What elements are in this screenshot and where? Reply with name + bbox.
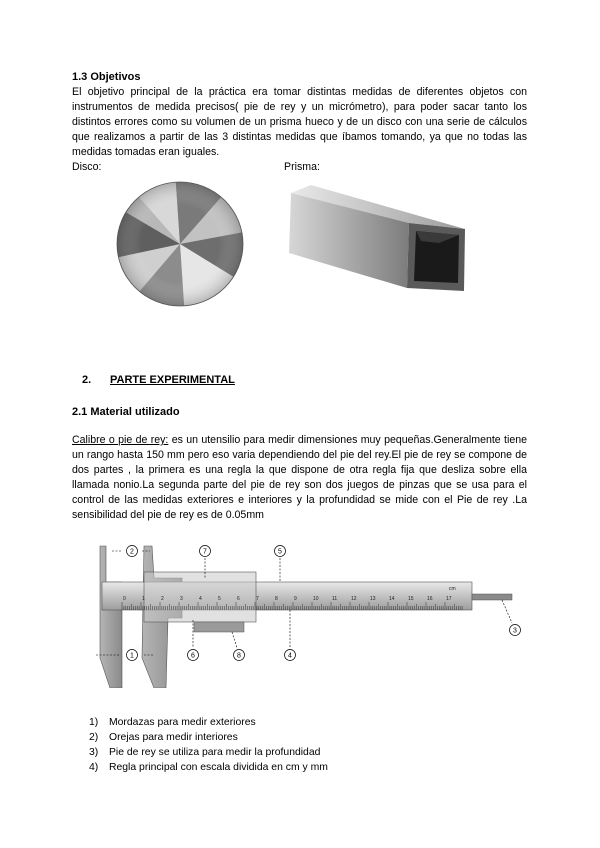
scale-number: 11 (332, 596, 338, 602)
callout-leader (232, 632, 237, 648)
calibre-description: es un utensilio para medir dimensiones muy pequeñas.Generalmente tiene un rango hasta 150 mm pero eso varia dependiendo del pie del rey.El pie de rey se compone de dos partes , la primera es una regla la que dispone de otra regla fija que desliza sobre ella llamada nonio.La segunda parte del pie de rey son dos juegos de pinzas que se usa para el control de las medidas exteriores e interiores y la profundidad se mide con el Pie de rey .La sensibilidad del pie de rey es de 0.05mm (72, 434, 527, 521)
list-item-number: 4) (89, 762, 99, 773)
prisma-image (289, 183, 469, 291)
thumb-screw (194, 622, 244, 632)
list-item (89, 715, 328, 730)
scale-number: 9 (294, 596, 297, 602)
scale-number: 4 (199, 596, 202, 602)
callout-label: 3 (513, 627, 517, 635)
callout-leader (502, 600, 512, 623)
callout-label: 6 (191, 652, 195, 660)
scale-number: 10 (313, 596, 319, 602)
scale-number: 15 (408, 596, 414, 602)
scale-number: 7 (256, 596, 259, 602)
scale-number: 13 (370, 596, 376, 602)
heading-objetivos: 1.3 Objetivos (72, 71, 141, 83)
callout-label: 7 (203, 548, 207, 556)
unit-label: cm (449, 586, 456, 592)
paragraph-objetivos: El objetivo principal de la práctica era tomar distintas medidas de diferentes objetos con instrumentos de medida precisos( pie de rey y un micrómetro), para poder sacar tanto los distintos errores como su volumen de un prisma hueco y de un disco con una serie de cálculos que realizamos a partir de las 3 distintas medidas que íbamos tomando, ya que no todas las medidas tomadas eran iguales. (72, 86, 527, 158)
list-item-number: 3) (89, 747, 99, 758)
scale-number: 3 (180, 596, 183, 602)
parts-list (89, 715, 328, 775)
scale-number: 6 (237, 596, 240, 602)
callout-label: 5 (278, 548, 282, 556)
scale-number: 8 (275, 596, 278, 602)
scale-number: 5 (218, 596, 221, 602)
term-calibre: Calibre o pie de rey: (72, 434, 169, 446)
scale-number: 0 (123, 596, 126, 602)
list-item-number: 1) (89, 717, 99, 728)
prisma-label: Prisma: (284, 161, 320, 173)
list-item (89, 730, 328, 745)
paragraph-calibre (72, 433, 527, 523)
scale-number: 16 (427, 596, 433, 602)
fixed-jaw (100, 546, 122, 688)
scale-number: 17 (446, 596, 452, 602)
list-item (89, 760, 328, 775)
disco-image (115, 180, 245, 308)
callout-label: 8 (237, 652, 241, 660)
list-item-text: Mordazas para medir exteriores (109, 717, 256, 728)
depth-rod (472, 594, 512, 600)
list-item-number: 2) (89, 732, 99, 743)
heading-parte-experimental: PARTE EXPERIMENTAL (110, 374, 235, 386)
list-item-text: Orejas para medir interiores (109, 732, 238, 743)
callout-label: 4 (288, 652, 292, 660)
scale-number: 2 (161, 596, 164, 602)
scale-number: 14 (389, 596, 395, 602)
disco-label: Disco: (72, 161, 102, 173)
list-item-text: Pie de rey se utiliza para medir la profundidad (109, 747, 321, 758)
scale-number: 1 (142, 596, 145, 602)
section-number: 2. (82, 374, 92, 386)
heading-material-utilizado: 2.1 Material utilizado (72, 406, 180, 418)
callout-label: 1 (130, 652, 134, 660)
callout-label: 2 (130, 548, 134, 556)
scale-number: 12 (351, 596, 357, 602)
list-item (89, 745, 328, 760)
caliper-diagram (82, 538, 527, 688)
list-item-text: Regla principal con escala dividida en cm y mm (109, 762, 328, 773)
